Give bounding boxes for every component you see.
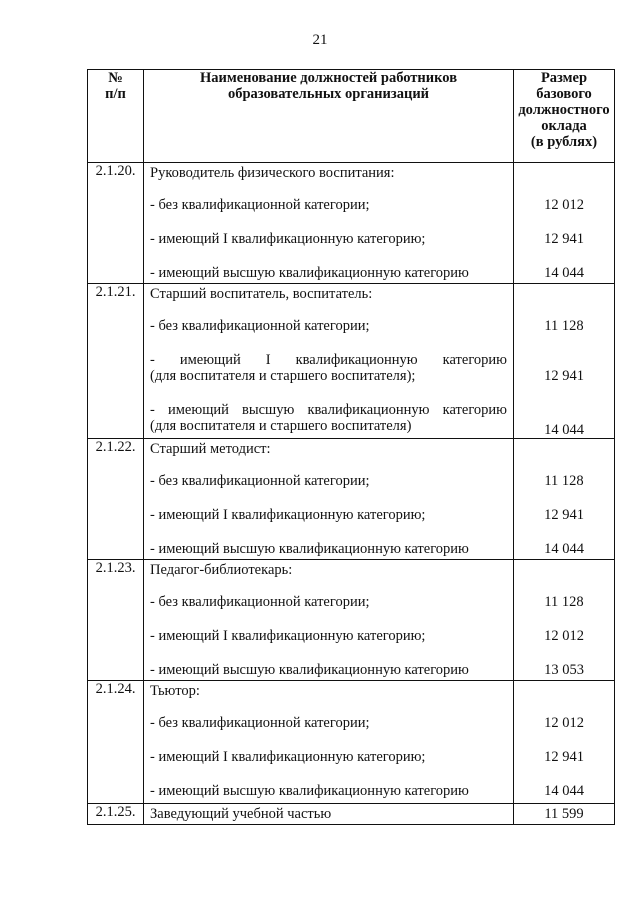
row-number: 2.1.22. xyxy=(88,439,144,560)
header-salary-line: оклада xyxy=(541,118,587,134)
row-number: 2.1.24. xyxy=(88,681,144,804)
header-number xyxy=(88,70,144,163)
row-number: 2.1.20. xyxy=(88,163,144,284)
category-item: - имеющий высшую квалификационную категорию xyxy=(150,783,469,799)
category-item: - без квалификационной категории; xyxy=(150,715,370,731)
position-title: Педагог-библиотекарь: xyxy=(150,562,293,578)
salary-value: 12 012 xyxy=(544,197,584,213)
salary-value: 11 128 xyxy=(544,473,584,489)
table-row xyxy=(88,681,615,804)
category-item: - имеющий I квалификационную категорию; xyxy=(150,231,426,247)
salary-value: 14 044 xyxy=(544,265,584,281)
salary-table xyxy=(87,69,615,825)
salary-value: 14 044 xyxy=(544,783,584,799)
position-cell xyxy=(144,681,514,804)
table-header-row xyxy=(88,70,615,163)
row-number: 2.1.23. xyxy=(88,560,144,681)
salary-value: 12 941 xyxy=(544,368,584,384)
position-cell xyxy=(144,560,514,681)
category-item: - без квалификационной категории; xyxy=(150,197,370,213)
header-salary-line: (в рублях) xyxy=(530,134,598,150)
row-number: 2.1.21. xyxy=(88,284,144,439)
salary-value: 12 941 xyxy=(544,507,584,523)
category-item: - без квалификационной категории; xyxy=(150,318,370,334)
header-name-line: образовательных организаций xyxy=(227,86,430,102)
salary-value: 11 128 xyxy=(544,318,584,334)
salary-value: 11 128 xyxy=(544,594,584,610)
salary-value: 14 044 xyxy=(544,541,584,557)
header-number-line: № xyxy=(108,70,123,86)
table-row xyxy=(88,439,615,560)
category-item-line: (для воспитателя и старшего воспитателя); xyxy=(150,368,416,384)
category-item: - имеющий I квалификационную категорию; xyxy=(150,507,426,523)
table-row xyxy=(88,284,615,439)
position-cell xyxy=(144,804,514,825)
category-item xyxy=(144,352,513,384)
category-item: - имеющий высшую квалификационную категорию xyxy=(150,662,469,678)
category-item: - имеющий I квалификационную категорию; xyxy=(150,628,426,644)
salary-cell xyxy=(514,804,615,825)
position-title: Старший методист: xyxy=(150,441,271,457)
row-number: 2.1.25. xyxy=(88,804,144,825)
header-number-line: п/п xyxy=(105,86,126,102)
salary-value: 14 044 xyxy=(544,422,584,438)
category-item: - имеющий I квалификационную категорию; xyxy=(150,749,426,765)
table-row xyxy=(88,163,615,284)
category-item: - без квалификационной категории; xyxy=(150,594,370,610)
position-title: Тьютор: xyxy=(150,683,200,699)
category-item: - имеющий высшую квалификационную категорию xyxy=(150,541,469,557)
salary-value: 12 941 xyxy=(544,749,584,765)
position-cell xyxy=(144,439,514,560)
header-position-name xyxy=(144,70,514,163)
position-cell xyxy=(144,284,514,439)
table-row xyxy=(88,804,615,825)
position-title: Заведующий учебной частью xyxy=(150,806,332,822)
page-number: 21 xyxy=(312,32,328,48)
salary-value: 12 012 xyxy=(544,628,584,644)
salary-value: 12 012 xyxy=(544,715,584,731)
salary-cell xyxy=(514,439,615,560)
header-salary xyxy=(514,70,615,163)
category-item-line: (для воспитателя и старшего воспитателя) xyxy=(150,418,412,434)
category-item-line: - имеющий высшую квалификационную категорию xyxy=(150,402,507,418)
salary-cell xyxy=(514,681,615,804)
position-cell xyxy=(144,163,514,284)
header-salary-line: Размер xyxy=(540,70,588,86)
position-title: Руководитель физического воспитания: xyxy=(150,165,395,181)
position-title: Старший воспитатель, воспитатель: xyxy=(150,286,373,302)
category-item: - без квалификационной категории; xyxy=(150,473,370,489)
salary-value: 12 941 xyxy=(544,231,584,247)
category-item: - имеющий высшую квалификационную категорию xyxy=(150,265,469,281)
salary-value: 13 053 xyxy=(544,662,584,678)
salary-value: 11 599 xyxy=(544,806,584,822)
salary-cell xyxy=(514,163,615,284)
header-salary-line: базового xyxy=(536,86,592,102)
salary-cell xyxy=(514,560,615,681)
category-item xyxy=(144,402,513,434)
salary-cell xyxy=(514,284,615,439)
table-row xyxy=(88,560,615,681)
header-name-line: Наименование должностей работников xyxy=(199,70,458,86)
category-item-line: - имеющий I квалификационную категорию xyxy=(150,352,507,368)
header-salary-line: должностного xyxy=(518,102,610,118)
